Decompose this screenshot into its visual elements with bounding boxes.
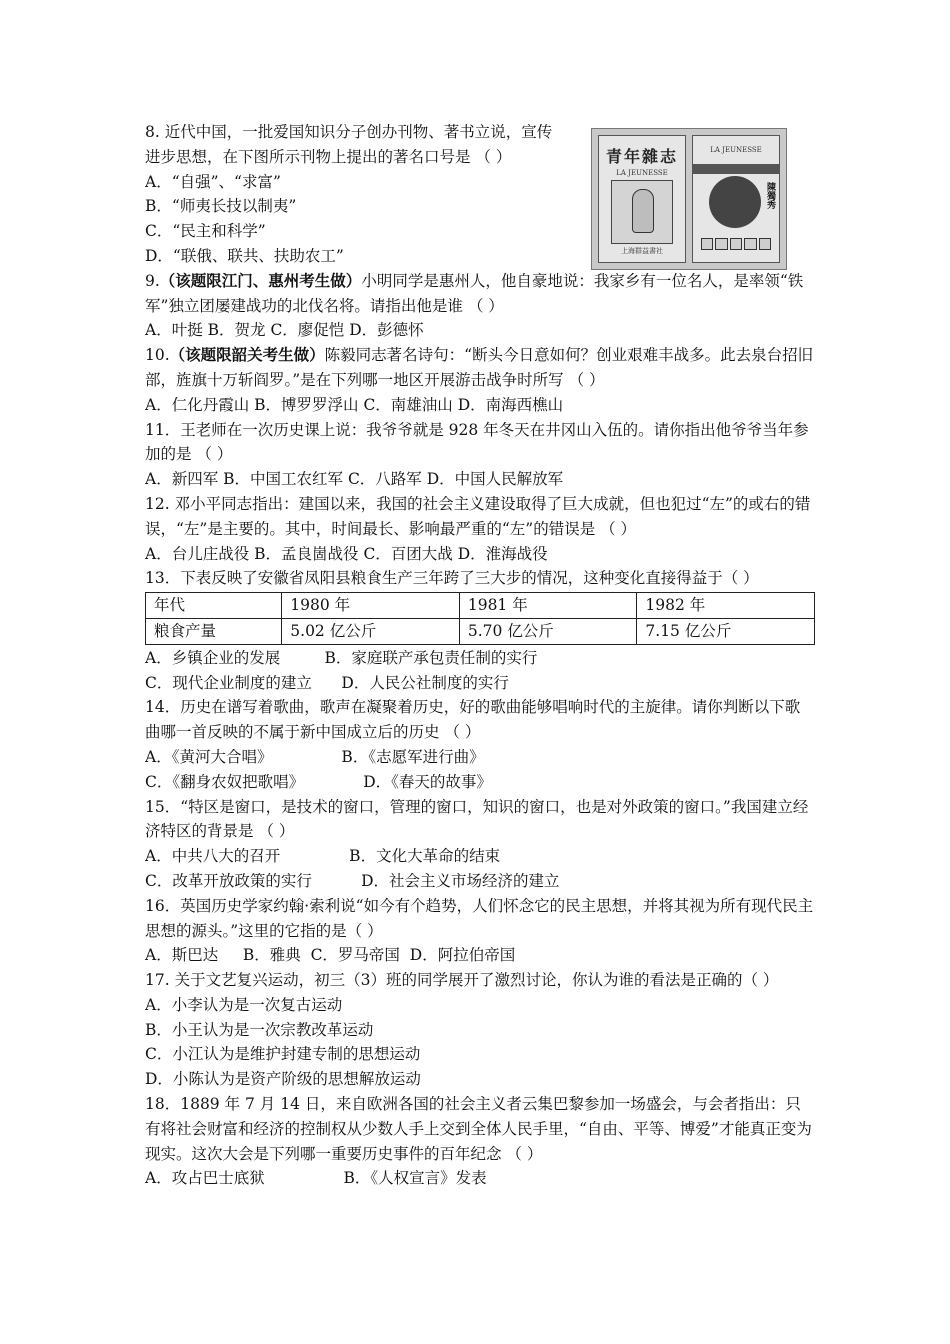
grain-output-table xyxy=(145,592,815,645)
table-row xyxy=(146,618,815,644)
question-8-option-b: B．“师夷长技以制夷” xyxy=(145,197,297,216)
question-18-stem: 18．1889 年 7 月 14 日，来自欧洲各国的社会主义者云集巴黎参加一场盛会，与会者指出：只有将社会财富和经济的控制权从少数人手上交到全体人民手里，“自由、平等、博爱”才能真正变为现实。这次大会是下列哪一重要历史事件的百年纪念 （ ） xyxy=(145,1095,812,1163)
publisher-name: 上海群益書社 xyxy=(621,247,663,255)
question-17-stem: 17. 关于文艺复兴运动，初三（3）班的同学展开了激烈讨论，你认为谁的看法是正确的（ ） xyxy=(145,971,779,990)
question-15-options-cd: C．改革开放政策的实行 D．社会主义市场经济的建立 xyxy=(145,871,560,890)
question-10 xyxy=(145,343,815,417)
vase-icon xyxy=(632,189,654,233)
question-17-option-a: A．小李认为是一次复古运动 xyxy=(145,995,343,1014)
question-13-stem: 13．下表反映了安徽省凤阳县粮食生产三年跨了三大步的情况，这种变化直接得益于（ ） xyxy=(145,569,759,588)
table-cell: 5.70 亿公斤 xyxy=(459,618,637,644)
question-10-options: A．仁化丹霞山 B．博罗罗浮山 C．南雄油山 D．南海西樵山 xyxy=(145,395,564,414)
question-14-stem: 14．历史在谱写着歌曲，歌声在凝聚着历史，好的歌曲能够唱响时代的主旋律。请你判断以下歌曲哪一首反映的不属于新中国成立后的历史 （ ） xyxy=(145,698,801,742)
magazine-cover-right xyxy=(692,135,780,263)
question-18 xyxy=(145,1092,815,1191)
question-16 xyxy=(145,894,815,968)
question-15 xyxy=(145,795,815,894)
question-11 xyxy=(145,418,815,492)
table-header-cell: 1981 年 xyxy=(459,593,637,619)
question-17-option-d: D．小陈认为是资产阶级的思想解放运动 xyxy=(145,1070,421,1089)
exam-page xyxy=(145,120,815,1191)
question-9 xyxy=(145,269,815,343)
question-12-options: A．台儿庄战役 B．孟良崮战役 C．百团大战 D．淮海战役 xyxy=(145,544,548,563)
question-10-number: 10. xyxy=(145,346,170,365)
question-15-options-ab: A．中共八大的召开 B．文化大革命的结束 xyxy=(145,847,501,866)
table-header-cell: 1980 年 xyxy=(282,593,460,619)
question-9-number: 9. xyxy=(145,271,160,290)
globe-icon xyxy=(709,176,761,228)
question-14-options-cd: C．《翻身农奴把歌唱》 D．《春天的故事》 xyxy=(145,772,492,791)
question-17 xyxy=(145,968,815,1092)
table-cell: 粮食产量 xyxy=(146,618,282,644)
question-12-stem: 12. 邓小平同志指出：建国以来，我国的社会主义建设取得了巨大成就，但也犯过“左”的或右的错误，“左”是主要的。其中，时间最长、影响最严重的“左”的错误是 （ ） xyxy=(145,494,811,538)
table-cell: 5.02 亿公斤 xyxy=(282,618,460,644)
magazine-subtitle: LA JEUNESSE xyxy=(710,146,762,154)
question-18-options-ab: A．攻占巴士底狱 B．《人权宣言》发表 xyxy=(145,1169,487,1188)
question-9-stem: 小明同学是惠州人，他自豪地说：我家乡有一位名人，是率领“铁军”独立团屡建战功的北伐名将。请指出他是谁 （ ） xyxy=(145,271,804,315)
cover-boxes xyxy=(701,238,771,250)
question-17-option-c: C．小江认为是维护封建专制的思想运动 xyxy=(145,1045,421,1064)
question-15-stem: 15．“特区是窗口，是技术的窗口，管理的窗口，知识的窗口，也是对外政策的窗口。”我国建立经济特区的背景是 （ ） xyxy=(145,797,809,841)
question-8-stem-line2: 进步思想，在下图所示刊物上提出的著名口号是 （ ） xyxy=(145,147,512,166)
question-13-options-ab: A．乡镇企业的发展 B．家庭联产承包责任制的实行 xyxy=(145,648,538,667)
question-8 xyxy=(145,120,585,269)
magazine-covers-image xyxy=(591,128,787,270)
question-10-stem: 陈毅同志著名诗句：“断头今日意如何？创业艰难丰战多。此去泉台招旧部，旌旗十万斩阎罗。”是在下列哪一地区开展游击战争时所写 （ ） xyxy=(145,346,814,389)
cover-band xyxy=(693,164,779,174)
question-14-options-ab: A．《黄河大合唱》 B．《志愿军进行曲》 xyxy=(145,747,485,766)
question-12 xyxy=(145,492,815,566)
question-10-note: （该题限韶关考生做） xyxy=(169,345,325,365)
question-9-note: （该题限江门、惠州考生做） xyxy=(159,270,362,290)
table-cell: 7.15 亿公斤 xyxy=(637,618,815,644)
question-16-stem: 16．英国历史学家约翰·索利说“如今有个趋势，人们怀念它的民主思想，并将其视为所有现代民主思想的源头。”这里的它指的是（ ） xyxy=(145,896,814,940)
question-17-option-b: B．小王认为是一次宗教改革运动 xyxy=(145,1020,374,1039)
question-16-options: A．斯巴达 B．雅典 C．罗马帝国 D．阿拉伯帝国 xyxy=(145,946,516,965)
table-header-cell: 1982 年 xyxy=(637,593,815,619)
cover-side-label: 陳獨秀 xyxy=(765,182,775,209)
question-8-stem-line1: 8. 近代中国，一批爱国知识分子创办刊物、著书立说，宣传 xyxy=(145,123,553,141)
question-13-options-cd: C．现代企业制度的建立 D．人民公社制度的实行 xyxy=(145,673,509,692)
question-14 xyxy=(145,695,815,794)
question-8-option-c: C．“民主和科学” xyxy=(145,222,266,241)
cover-illustration xyxy=(611,180,673,244)
question-11-options: A．新四军 B．中国工农红军 C．八路军 D．中国人民解放军 xyxy=(145,470,564,489)
question-11-stem: 11．王老师在一次历史课上说：我爷爷就是 928 年冬天在井冈山入伍的。请你指出他爷爷当年参加的是 （ ） xyxy=(145,420,809,464)
question-8-option-d: D．“联俄、联共、扶助农工” xyxy=(145,246,344,265)
table-header-row xyxy=(146,593,815,619)
question-8-option-a: A．“自强”、“求富” xyxy=(145,172,281,191)
magazine-subtitle: LA JEUNESSE xyxy=(616,169,668,177)
magazine-cover-left xyxy=(598,135,686,263)
question-9-options: A．叶挺 B．贺龙 C．廖促恺 D．彭德怀 xyxy=(145,321,424,340)
table-header-cell: 年代 xyxy=(146,593,282,619)
magazine-title: 青年雜志 xyxy=(605,147,678,166)
question-13 xyxy=(145,566,815,695)
